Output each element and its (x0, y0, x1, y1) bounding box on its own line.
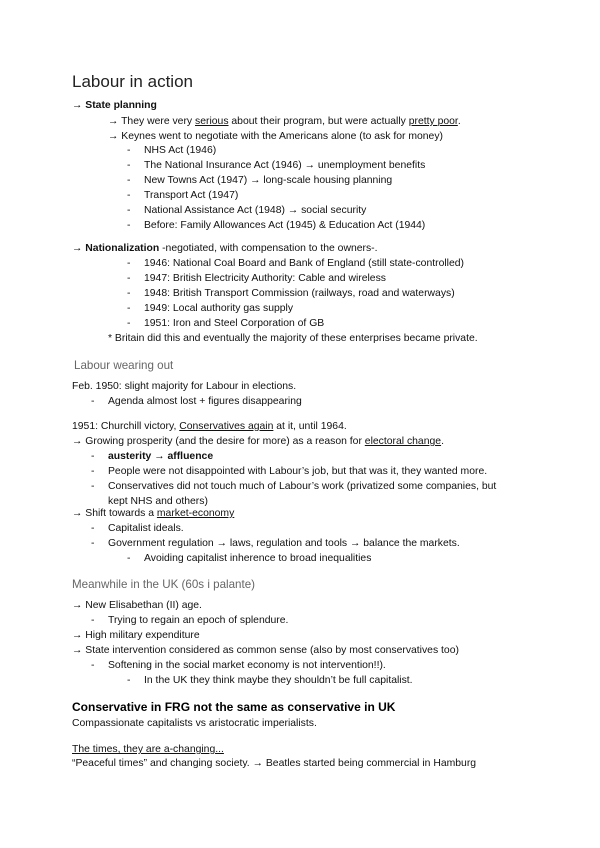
text-span: . (441, 436, 444, 447)
text-span: → Growing prosperity (and the desire for more) as a reason for (72, 436, 365, 447)
text-span: . (457, 116, 461, 127)
nationalization-note: * Britain did this and eventually the majority of these enterprises became private. (108, 333, 478, 344)
bullet-dash: - (127, 205, 131, 216)
underlined-conservatives-again: Conservatives again (179, 421, 274, 432)
bullet-dash: - (127, 145, 131, 156)
text-span: at it, until 1964. (273, 421, 347, 432)
state-planning-heading: → State planning (72, 100, 157, 111)
list-item: Capitalist ideals. (108, 523, 184, 534)
bullet-dash: - (127, 303, 131, 314)
list-item-continued: kept NHS and others) (108, 496, 208, 507)
bullet-dash: - (91, 466, 95, 477)
bullet-dash: - (127, 190, 131, 201)
arrow-icon: → (72, 243, 86, 254)
list-item: In the UK they think maybe they shouldn’t be full capitalist. (144, 675, 413, 686)
list-item: The National Insurance Act (1946) → unemployment benefits (144, 160, 426, 171)
list-item: Conservatives did not touch much of Labour’s work (privatized some companies, but (108, 481, 497, 492)
prosperity-line (72, 435, 444, 448)
underlined-electoral-change: electoral change (364, 436, 442, 447)
bullet-dash: - (127, 553, 131, 564)
bullet-dash: - (127, 288, 131, 299)
bullet-dash: - (91, 538, 95, 549)
state-planning-line1 (108, 115, 461, 128)
text-span: -negotiated, with compensation to the owners-. (159, 243, 378, 254)
underlined-pretty-poor: pretty poor (408, 116, 458, 127)
bullet-dash: - (91, 481, 95, 492)
list-item: Trying to regain an epoch of splendure. (108, 615, 289, 626)
bullet-dash: - (91, 523, 95, 534)
bullet-dash: - (127, 273, 131, 284)
times-text: “Peaceful times” and changing society. → Beatles started being commercial in Hamburg (72, 758, 477, 769)
list-item: 1951: Iron and Steel Corporation of GB (144, 318, 325, 329)
list-item: NHS Act (1946) (144, 145, 217, 156)
list-item: People were not disappointed with Labour’s job, but that was it, they wanted more. (108, 466, 488, 477)
bullet-dash: - (127, 175, 131, 186)
bullet-dash: - (127, 318, 131, 329)
text-span: → Shift towards a (72, 508, 157, 519)
bullet-dash: - (127, 160, 131, 171)
underlined-market-economy: market-economy (156, 508, 235, 519)
bullet-dash: - (127, 258, 131, 269)
austerity-affluence: austerity → affluence (108, 451, 214, 462)
bullet-dash: - (91, 615, 95, 626)
bullet-dash: - (91, 396, 95, 407)
elisabethan-line: → New Elisabethan (II) age. (72, 600, 202, 611)
list-item: National Assistance Act (1948) → social security (144, 205, 367, 216)
bullet-dash: - (91, 660, 95, 671)
text-span: 1951: Churchill victory, (72, 421, 180, 432)
feb-1950-line: Feb. 1950: slight majority for Labour in elections. (72, 381, 297, 392)
underlined-serious: serious (195, 116, 229, 127)
list-item: New Towns Act (1947) → long-scale housing planning (144, 175, 393, 186)
bullet-dash: - (127, 675, 131, 686)
frg-subtitle: Compassionate capitalists vs aristocratic imperialists. (72, 718, 317, 729)
bullet-dash: - (91, 451, 95, 462)
shift-line (72, 507, 234, 520)
meanwhile-heading: Meanwhile in the UK (60s i palante) (72, 578, 256, 591)
list-item: Government regulation → laws, regulation and tools → balance the markets. (108, 538, 460, 549)
list-item: Avoiding capitalist inherence to broad inequalities (144, 553, 372, 564)
list-item: 1948: British Transport Commission (railways, road and waterways) (144, 288, 455, 299)
text-span: → They were very (108, 116, 196, 127)
list-item: Agenda almost lost + figures disappearing (108, 396, 302, 407)
bullet-dash: - (127, 220, 131, 231)
frg-heading: Conservative in FRG not the same as conservative in UK (72, 700, 396, 714)
text-span: about their program, but were actually (228, 116, 409, 127)
churchill-line (72, 420, 347, 433)
military-line: → High military expenditure (72, 630, 200, 641)
list-item: 1949: Local authority gas supply (144, 303, 294, 314)
list-item: Before: Family Allowances Act (1945) & Education Act (1944) (144, 220, 426, 231)
list-item: 1947: British Electricity Authority: Cable and wireless (144, 273, 386, 284)
nationalization-heading: Nationalization (85, 243, 160, 254)
list-item: Softening in the social market economy is not intervention!!). (108, 660, 386, 671)
nationalization-heading-line (72, 242, 378, 255)
list-item: Transport Act (1947) (144, 190, 239, 201)
times-heading: The times, they are a-changing... (72, 744, 224, 755)
state-planning-line2: → Keynes went to negotiate with the Americans alone (to ask for money) (108, 131, 443, 142)
intervention-line: → State intervention considered as common sense (also by most conservatives too) (72, 645, 459, 656)
page-title: Labour in action (72, 72, 193, 91)
wearing-out-heading: Labour wearing out (74, 359, 174, 372)
list-item: 1946: National Coal Board and Bank of England (still state-controlled) (144, 258, 464, 269)
